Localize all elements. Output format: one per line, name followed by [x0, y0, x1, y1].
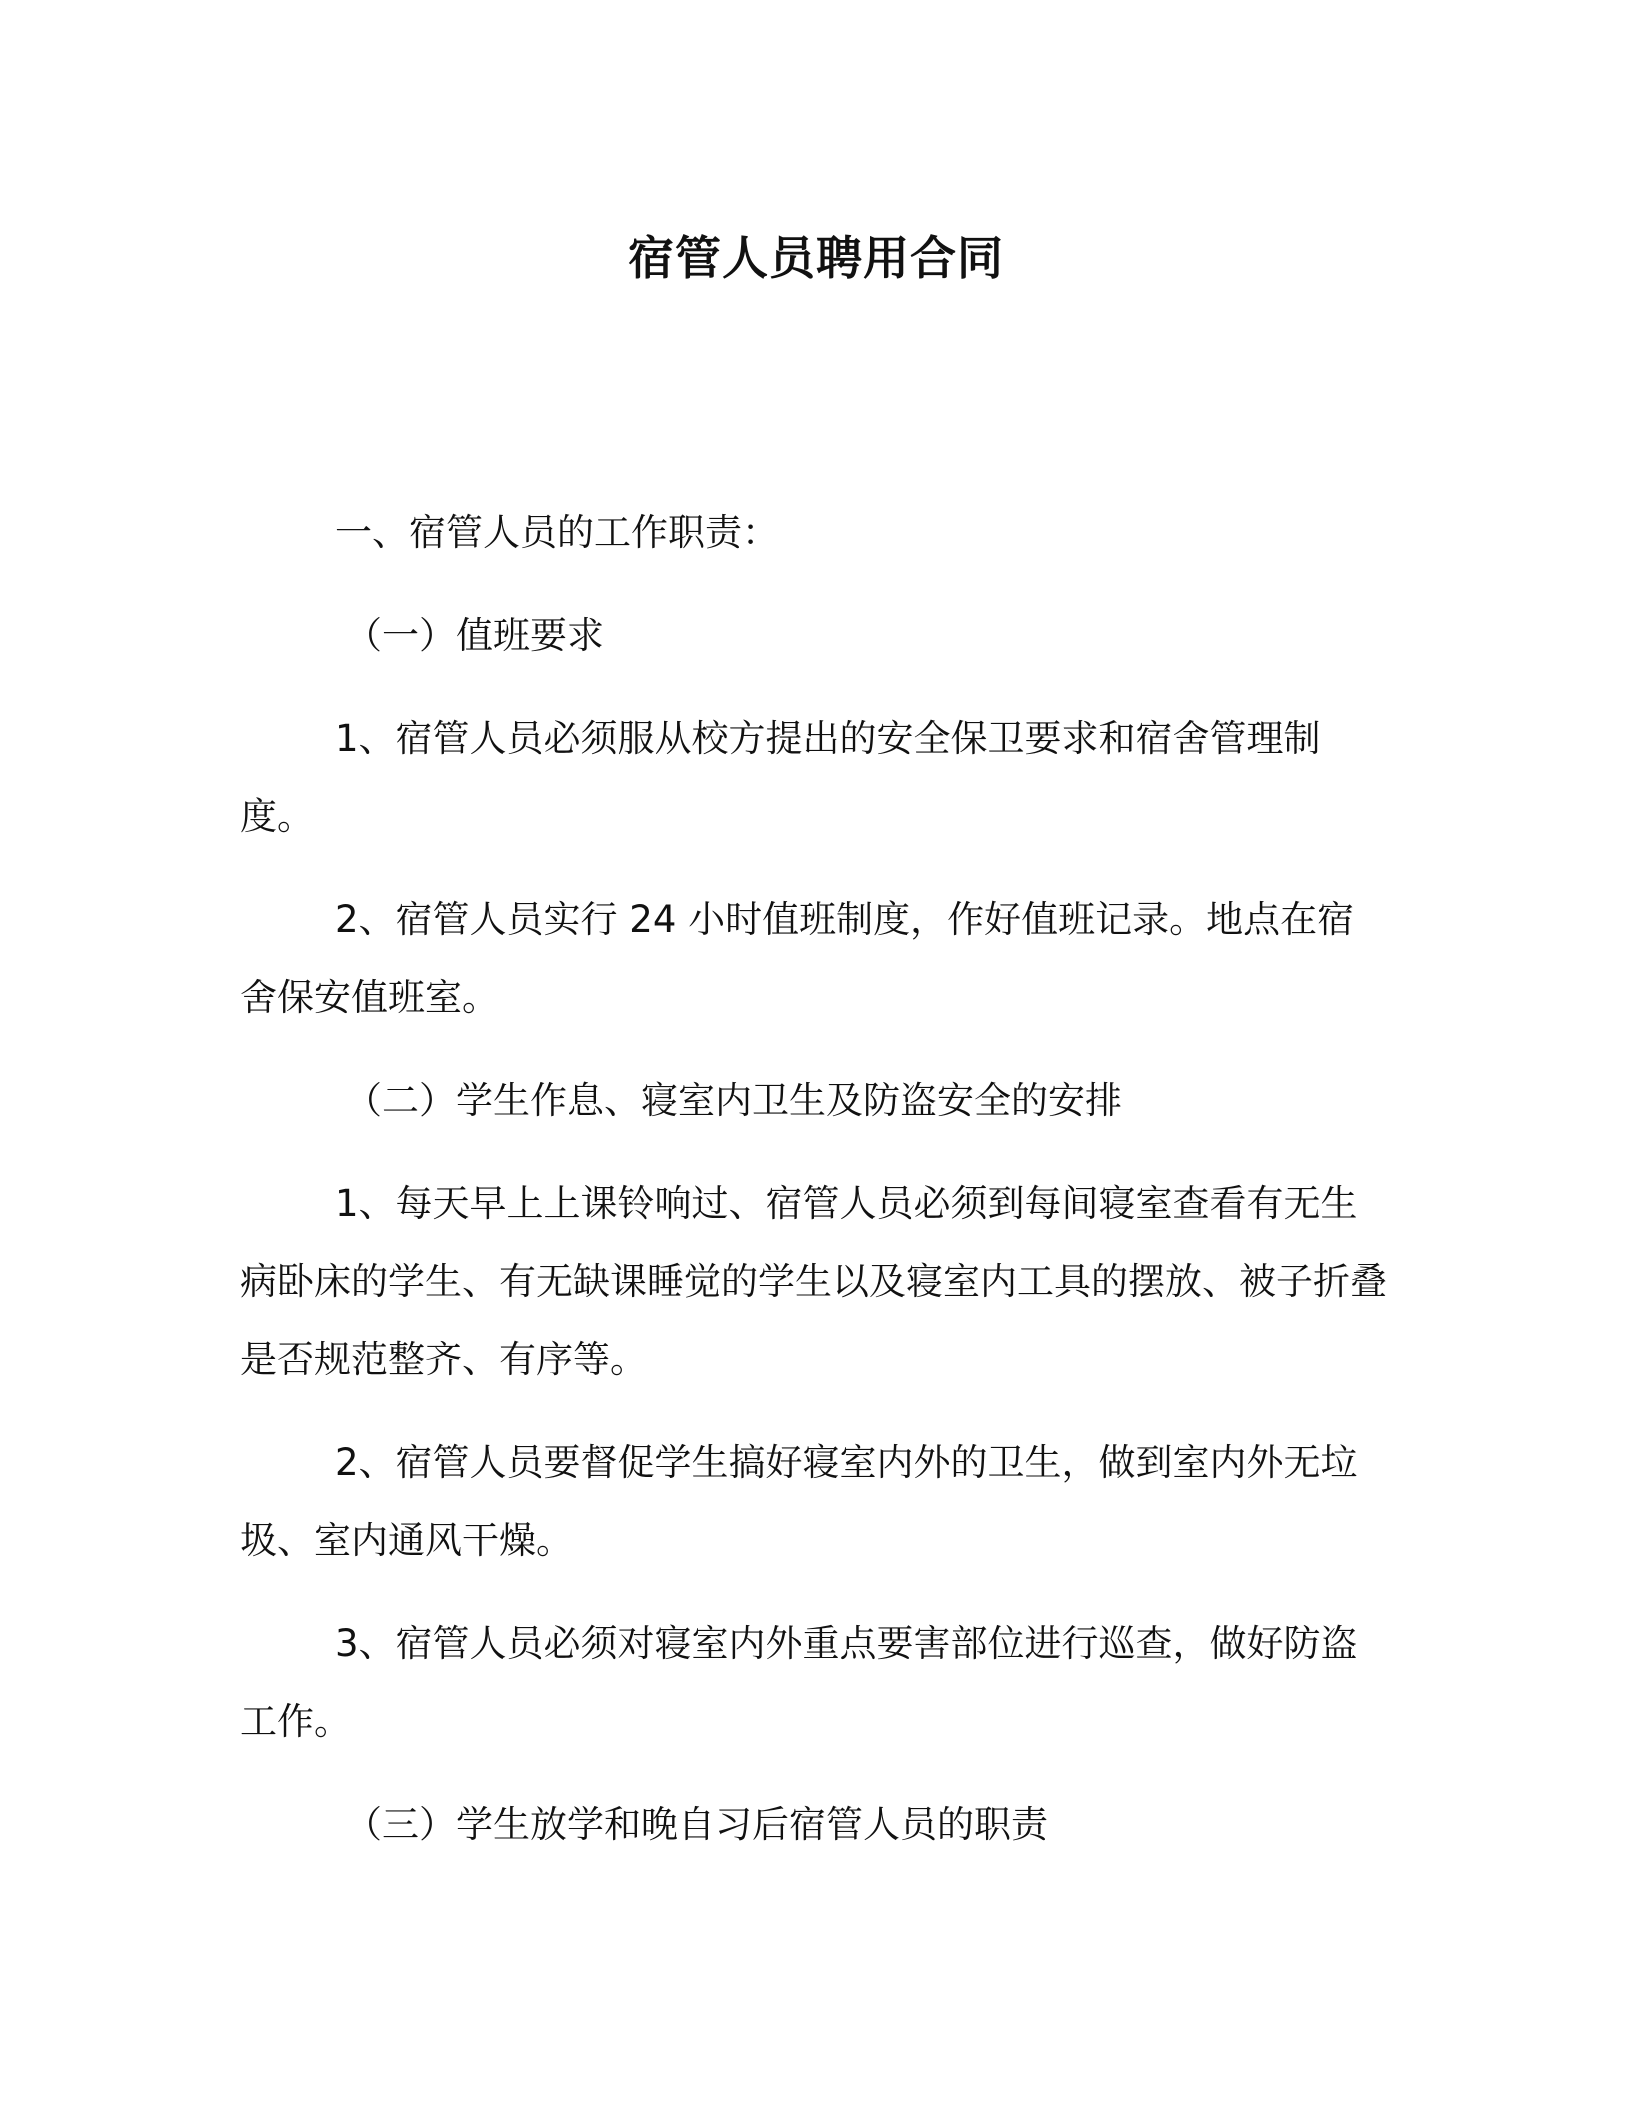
list-item: 1、每天早上上课铃响过、宿管人员必须到每间寝室查看有无生病卧床的学生、有无缺课睡觉的学生以及寝室内工具的摆放、被子折叠是否规范整齐、有序等。 [240, 1182, 1387, 1381]
subsection-heading: （三）学生放学和晚自习后宿管人员的职责 [345, 1803, 1048, 1846]
subsection-heading: （一）值班要求 [345, 614, 604, 657]
list-item: 1、宿管人员必须服从校方提出的安全保卫要求和宿舍管理制度。 [240, 717, 1321, 838]
list-item: 2、宿管人员实行 24 小时值班制度，作好值班记录。地点在宿舍保安值班室。 [240, 898, 1355, 1019]
subsection-heading: （二）学生作息、寝室内卫生及防盗安全的安排 [345, 1079, 1122, 1122]
list-item: 2、宿管人员要督促学生搞好寝室内外的卫生，做到室内外无垃圾、室内通风干燥。 [240, 1441, 1358, 1562]
document-title: 宿管人员聘用合同 [628, 231, 1004, 285]
list-item: 3、宿管人员必须对寝室内外重点要害部位进行巡查，做好防盗工作。 [240, 1622, 1358, 1743]
section-heading: 一、宿管人员的工作职责： [335, 511, 779, 554]
document-body [240, 494, 1390, 1864]
